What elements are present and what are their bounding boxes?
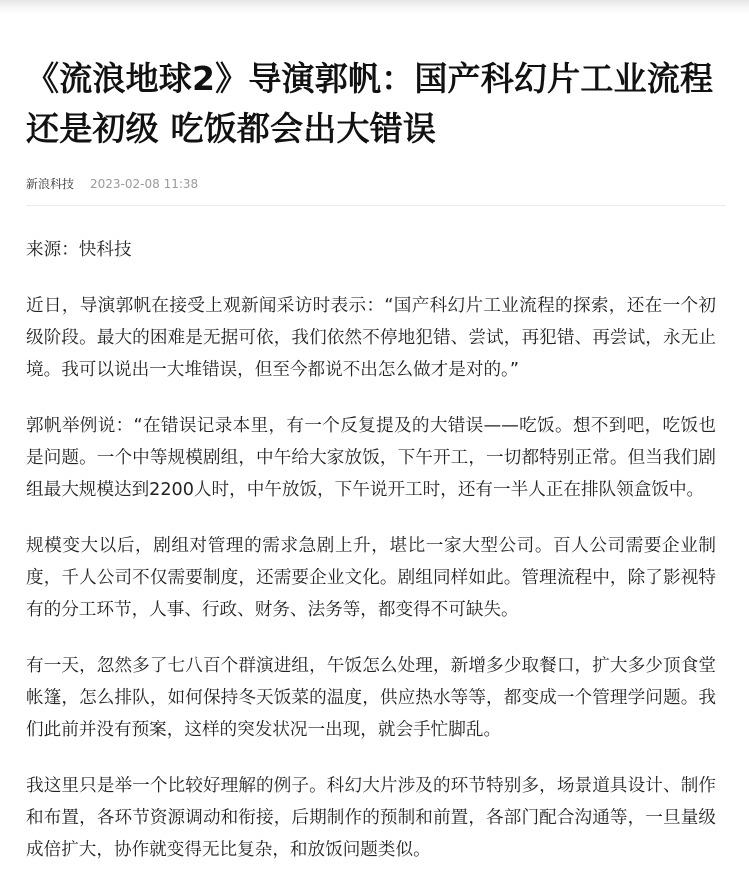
paragraph: 近日，导演郭帆在接受上观新闻采访时表示：“国产科幻片工业流程的探索，还在一个初级阶段。最大的困难是无据可依，我们依然不停地犯错、尝试，再犯错、再尝试，永无止境。我可以说出一大堆错误，但至今都说不出怎么做才是对的。” [26, 296, 716, 380]
article-title: 《流浪地球2》导演郭帆：国产科幻片工业流程还是初级 吃饭都会出大错误 [26, 59, 714, 148]
article-meta [26, 176, 198, 192]
paragraph-source: 来源：快科技 [26, 240, 132, 260]
paragraph: 我这里只是举一个比较好理解的例子。科幻大片涉及的环节特别多，场景道具设计、制作和布置，各环节资源调动和衔接，后期制作的预制和前置，各部门配合沟通等，一旦量级成倍扩大，协作就变得无比复杂，和放饭问题类似。 [26, 776, 716, 860]
article-source[interactable]: 新浪科技 [26, 177, 75, 191]
meta-divider [26, 205, 726, 206]
top-bar-shadow [0, 0, 749, 14]
article-body [26, 234, 716, 890]
paragraph: 规模变大以后，剧组对管理的需求急剧上升，堪比一家大型公司。百人公司需要企业制度，千人公司不仅需要制度，还需要企业文化。剧组同样如此。管理流程中，除了影视特有的分工环节，人事、行政、财务、法务等，都变得不可缺失。 [26, 536, 716, 620]
paragraph: 有一天，忽然多了七八百个群演进组，午饭怎么处理，新增多少取餐口，扩大多少顶食堂帐篷，怎么排队，如何保持冬天饭菜的温度，供应热水等等，都变成一个管理学问题。我们此前并没有预案，这样的突发状况一出现，就会手忙脚乱。 [26, 656, 716, 740]
paragraph: 郭帆举例说：“在错误记录本里，有一个反复提及的大错误——吃饭。想不到吧，吃饭也是问题。一个中等规模剧组，中午给大家放饭，下午开工，一切都特别正常。但当我们剧组最大规模达到2200人时，中午放饭，下午说开工时，还有一半人正在排队领盒饭中。 [26, 416, 716, 500]
article-timestamp: 2023-02-08 11:38 [90, 177, 199, 191]
